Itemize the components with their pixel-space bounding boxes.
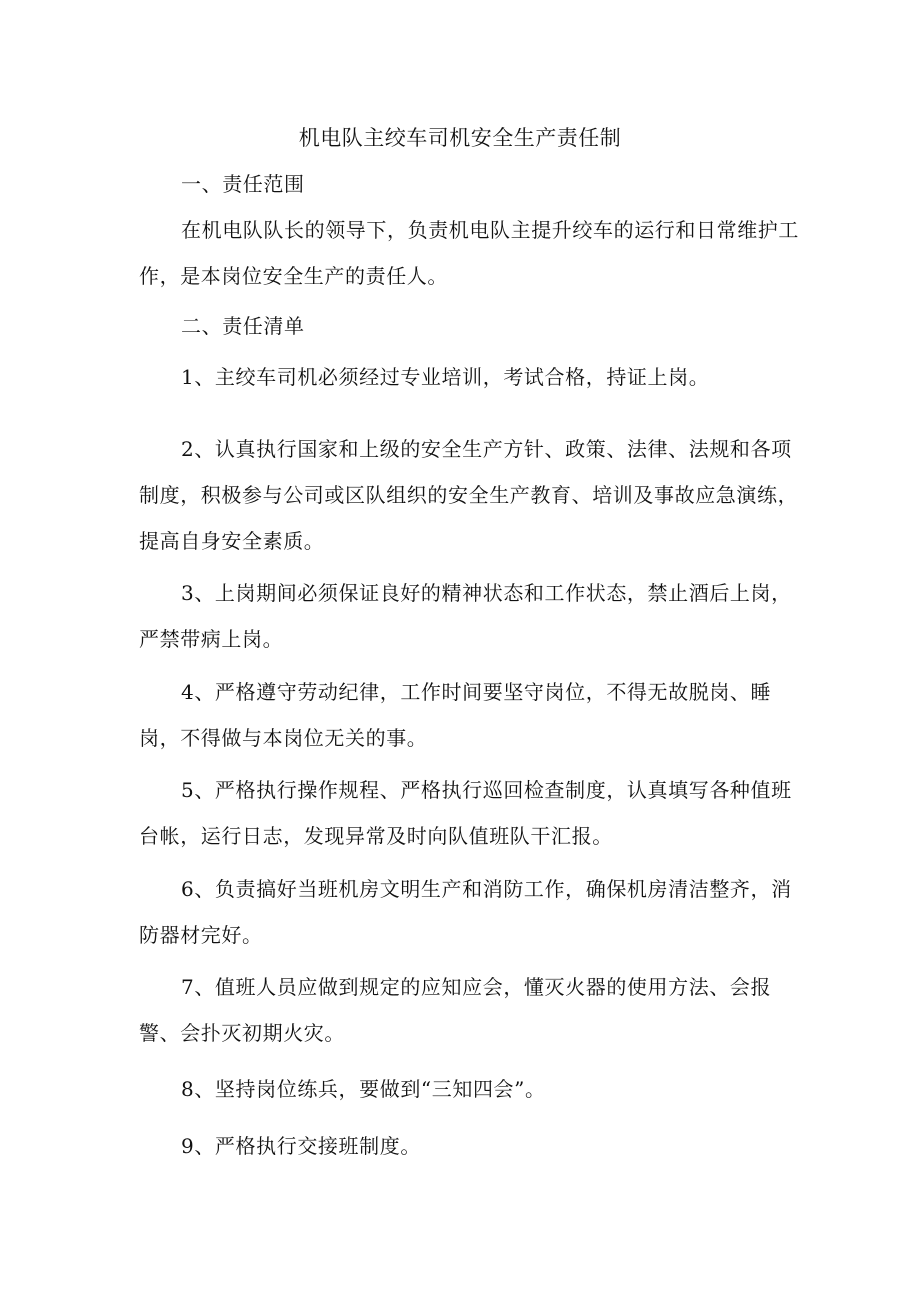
scope-paragraph: 在机电队队长的领导下，负责机电队主提升绞车的运行和日常维护工作，是本岗位安全生产的责任人。 (139, 218, 799, 288)
list-item: 6、负责搞好当班机房文明生产和消防工作，确保机房清洁整齐，消防器材完好。 (139, 877, 792, 947)
list-item: 4、严格遵守劳动纪律，工作时间要坚守岗位，不得无故脱岗、睡岗，不得做与本岗位无关的事。 (139, 680, 772, 750)
list-item: 3、上岗期间必须保证良好的精神状态和工作状态，禁止酒后上岗，严禁带病上岗。 (139, 581, 792, 651)
section-heading-scope: 一、责任范围 (181, 172, 305, 196)
list-item: 2、认真执行国家和上级的安全生产方针、政策、法律、法规和各项制度，积极参与公司或区队组织的安全生产教育、培训及事故应急演练，提高自身安全素质。 (139, 437, 799, 553)
list-item: 8、坚持岗位练兵，要做到“三知四会”。 (181, 1077, 546, 1101)
list-item: 9、严格执行交接班制度。 (181, 1134, 421, 1158)
list-item: 1、主绞车司机必须经过专业培训，考试合格，持证上岗。 (181, 365, 710, 389)
list-item: 7、值班人员应做到规定的应知应会，懂灭火器的使用方法、会报警、会扑灭初期火灾。 (139, 975, 772, 1045)
document-title: 机电队主绞车司机安全生产责任制 (298, 126, 622, 150)
section-heading-list: 二、责任清单 (181, 314, 305, 338)
list-item: 5、严格执行操作规程、严格执行巡回检查制度，认真填写各种值班台帐，运行日志，发现异常及时向队值班队干汇报。 (139, 778, 792, 848)
